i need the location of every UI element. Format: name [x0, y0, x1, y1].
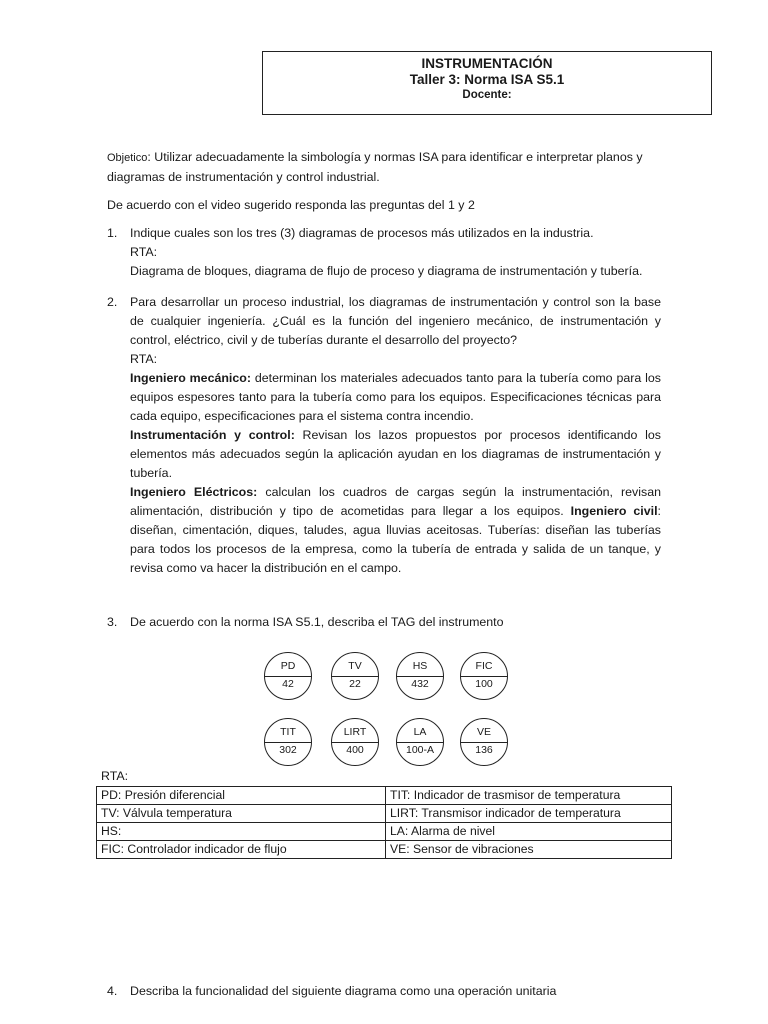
tag-divider: [397, 676, 443, 677]
tag-letters: VE: [476, 726, 491, 738]
instrument-tag-circle: [396, 718, 444, 766]
q2-civil-text: : diseñan, cimentación, diques, taludes, agua lluvias aceitosas. Tuberías: diseñan las tuberías para todos los procesos de la empresa, como la tubería de entrada y salida de un tanque, y revisa como va hacer la distribución en el campo.: [130, 504, 661, 575]
tag-letters: LA: [413, 726, 427, 738]
intro-paragraph: De acuerdo con el video sugerido responda las preguntas del 1 y 2: [107, 198, 475, 212]
q2-mec-label: Ingeniero mecánico:: [130, 371, 251, 385]
table-row: [97, 841, 672, 859]
q1-block: [130, 224, 661, 281]
q2-number: 2.: [107, 295, 118, 309]
tag-divider: [397, 742, 443, 743]
q2-civil-label: Ingeniero civil: [570, 504, 658, 518]
tag-letters: TIT: [280, 726, 296, 738]
objective-label: Objetico: [107, 152, 148, 164]
document-title: INSTRUMENTACIÓN: [421, 56, 553, 71]
table-cell: TIT: Indicador de trasmisor de temperatura: [386, 787, 672, 805]
tag-letters: LIRT: [343, 726, 367, 738]
q2-inst-text: Revisan los lazos propuestos por procesos identificando los elementos más adecuados según la aplicación ayudan en los diagramas de instrumentación y tubería.: [130, 428, 661, 480]
q2-inst-paragraph: [130, 426, 661, 483]
table-cell: FIC: Controlador indicador de flujo: [97, 841, 386, 859]
tag-divider: [265, 742, 311, 743]
q3-rta-label: RTA:: [101, 769, 129, 783]
tag-number: 100: [475, 678, 493, 690]
tag-number: 400: [346, 744, 364, 756]
q2-rta-label: RTA:: [130, 352, 158, 366]
instrument-tag-circle: [331, 652, 379, 700]
tag-number: 302: [279, 744, 297, 756]
q3-question: De acuerdo con la norma ISA S5.1, describa el TAG del instrumento: [130, 615, 504, 629]
q2-block: [130, 293, 661, 578]
q2-mec-text: determinan los materiales adecuados tanto para la tubería como para los equipos espesores tanto para la tubería como para los equipos. Especificaciones técnicas para cada equipo, especificaciones para el sistema contra incendio.: [130, 371, 661, 423]
tag-number: 42: [282, 678, 294, 690]
tag-letters: PD: [280, 660, 296, 672]
q1-question: Indique cuales son los tres (3) diagramas de procesos más utilizados en la industria.: [130, 226, 594, 240]
table-cell: TV: Válvula temperatura: [97, 805, 386, 823]
q3-number: 3.: [107, 615, 118, 629]
q4-number: 4.: [107, 984, 118, 998]
table-cell: HS:: [97, 823, 386, 841]
table-cell: PD: Presión diferencial: [97, 787, 386, 805]
tag-number: 100-A: [405, 744, 435, 756]
document-subtitle: Taller 3: Norma ISA S5.1: [409, 72, 565, 87]
tag-divider: [461, 742, 507, 743]
tag-divider: [265, 676, 311, 677]
tag-letters: FIC: [475, 660, 493, 672]
instrument-tag-circle: [264, 652, 312, 700]
instrument-tag-circle: [396, 652, 444, 700]
tag-divider: [461, 676, 507, 677]
tag-answer-table: [96, 786, 672, 859]
objective-text: : Utilizar adecuadamente la simbología y normas ISA para identificar e interpretar planos y diagramas de instrumentación y control industrial.: [107, 150, 643, 184]
tag-letters: TV: [348, 660, 362, 672]
table-cell: VE: Sensor de vibraciones: [386, 841, 672, 859]
table-row: [97, 823, 672, 841]
q4-question: Describa la funcionalidad del siguiente diagrama como una operación unitaria: [130, 984, 557, 998]
q2-inst-label: Instrumentación y control:: [130, 428, 295, 442]
table-cell: LIRT: Transmisor indicador de temperatura: [386, 805, 672, 823]
q1-rta-label: RTA:: [130, 245, 158, 259]
table-row: [97, 805, 672, 823]
instrument-tag-circle: [460, 652, 508, 700]
instrument-tag-circle: [331, 718, 379, 766]
tag-number: 136: [475, 744, 493, 756]
tag-divider: [332, 742, 378, 743]
table-cell: LA: Alarma de nivel: [386, 823, 672, 841]
q1-answer: Diagrama de bloques, diagrama de flujo de proceso y diagrama de instrumentación y tubería.: [130, 264, 643, 278]
tag-number: 432: [411, 678, 429, 690]
header-box: [262, 51, 712, 115]
q2-elec-paragraph: [130, 483, 661, 578]
q2-elec-label: Ingeniero Eléctricos:: [130, 485, 258, 499]
q2-elec-text: calculan los cuadros de cargas según la instrumentación, revisan alimentación, distribución y tipo de acometidas para llegar a los equipos.: [130, 485, 661, 518]
objective-paragraph: [107, 148, 661, 187]
tag-number: 22: [349, 678, 361, 690]
table-row: [97, 787, 672, 805]
teacher-label: Docente:: [462, 89, 512, 101]
tag-divider: [332, 676, 378, 677]
q1-number: 1.: [107, 226, 118, 240]
q2-mec-paragraph: [130, 369, 661, 426]
instrument-tag-circle: [264, 718, 312, 766]
tag-letters: HS: [412, 660, 428, 672]
q2-question: Para desarrollar un proceso industrial, los diagramas de instrumentación y control son la base de cualquier ingeniería. ¿Cuál es la función del ingeniero mecánico, de instrumentación y control, eléctrico, civil y de tuberías durante el desarrollo del proyecto?: [130, 295, 661, 347]
instrument-tag-circle: [460, 718, 508, 766]
